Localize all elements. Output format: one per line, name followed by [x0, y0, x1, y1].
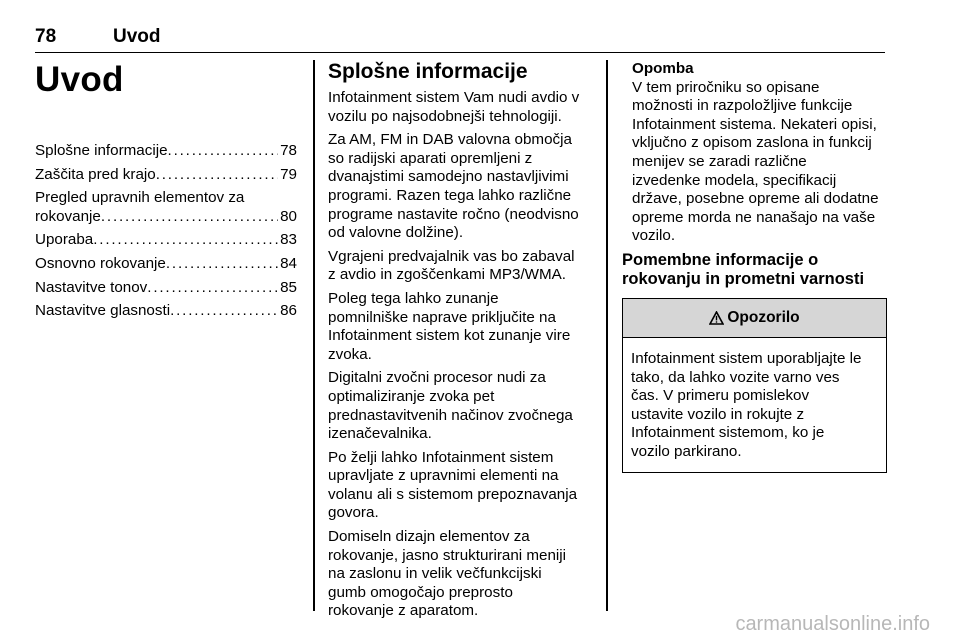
paragraph — [328, 89, 593, 126]
toc-page-number: 83 — [280, 231, 297, 249]
text-line: ustavite vozilo in rokujte z — [631, 405, 805, 423]
text-line: Za AM, FM in DAB valovna območja — [328, 131, 572, 149]
text-line: V tem priročniku so opisane — [632, 78, 820, 96]
running-section-title: Uvod — [113, 26, 161, 47]
text-line: upravljate z upravnimi elementi na — [328, 467, 559, 485]
text-line: govora. — [328, 504, 379, 522]
page-header — [35, 26, 885, 53]
paragraph — [328, 449, 593, 523]
watermark: carmanualsonline.info — [735, 613, 930, 635]
text-line: zvoka. — [328, 345, 372, 363]
text-line: Domiseln dizajn elementov za — [328, 528, 530, 546]
right-column — [622, 60, 887, 473]
paragraph — [328, 131, 593, 243]
text-line: vozilu po najsodobnejši tehnologiji. — [328, 107, 562, 125]
heading-line: rokovanju in prometni varnosti — [622, 269, 865, 288]
toc-leader-dots — [156, 166, 278, 185]
toc-leader-dots — [93, 231, 278, 250]
toc-entry-label: Nastavitve glasnosti — [35, 302, 171, 320]
paragraph — [328, 290, 593, 364]
paragraph — [328, 528, 593, 621]
toc-leader-dots — [101, 208, 278, 227]
note-title: Opomba — [632, 60, 694, 77]
toc-entry[interactable] — [35, 189, 297, 226]
text-line: na zaslonu in velik večfunkcijski — [328, 565, 542, 583]
paragraph — [328, 369, 593, 443]
text-line: programe nastavite ročno (neodvisno — [328, 205, 579, 223]
text-line: optimaliziranje zvoka pet — [328, 387, 495, 405]
text-line: države, posebne opreme ali dodatne — [632, 190, 879, 208]
text-line: gumb omogočajo preprosto — [328, 583, 513, 601]
text-line: Poleg tega lahko zunanje — [328, 289, 499, 307]
text-line: izvedenke modela, specifikacij — [632, 171, 837, 189]
text-line: so radijski aparati opremljeni z — [328, 149, 533, 167]
toc-page-number: 85 — [280, 278, 297, 296]
subsection-heading — [622, 251, 887, 289]
text-line: Po želji lahko Infotainment sistem — [328, 448, 554, 466]
toc-leader-dots — [166, 255, 278, 274]
note-body — [622, 97, 887, 246]
text-line: rokovanje z aparatom. — [328, 602, 479, 620]
text-line: prednastavitvenih načinov zvočnega — [328, 406, 573, 424]
text-line: tako, da lahko vozite varno ves — [631, 368, 840, 386]
toc-leader-dots — [170, 302, 278, 321]
text-line: dvanajstimi samodejno nastavljivimi — [328, 168, 569, 186]
text-line: možnosti in razpoložljive funkcije — [632, 97, 853, 115]
toc-entry-label: Splošne informacije — [35, 142, 168, 159]
text-line: Infotainment sistemom, ko je — [631, 424, 825, 442]
toc-entry[interactable] — [35, 279, 297, 298]
middle-column — [328, 60, 593, 626]
warning-box — [622, 298, 887, 473]
toc-entry-label: Pregled upravnih elementov za — [35, 189, 245, 207]
text-line: Infotainment sistem Vam nudi avdio v — [328, 89, 580, 106]
toc-page-number: 86 — [280, 302, 297, 320]
warning-header — [623, 299, 886, 338]
toc-page-number: 80 — [280, 207, 297, 225]
text-line: vključno z opisom zaslona in funkcij — [632, 134, 872, 152]
toc-entry[interactable] — [35, 255, 297, 274]
heading-line: Pomembne informacije o — [622, 250, 819, 269]
column-divider — [313, 60, 315, 611]
table-of-contents — [35, 142, 297, 321]
column-divider — [606, 60, 608, 611]
paragraph — [328, 248, 593, 285]
toc-entry-label: Nastavitve tonov — [35, 278, 148, 296]
toc-leader-dots — [168, 142, 279, 161]
text-line: vozilo parkirano. — [631, 442, 742, 460]
left-column — [35, 60, 297, 326]
text-line: Infotainment sistema. Nekateri opisi, — [632, 115, 877, 133]
warning-triangle-icon — [709, 311, 724, 325]
warning-body — [623, 338, 886, 472]
text-line: menijev se zaradi različne — [632, 152, 807, 170]
text-line: čas. V primeru pomislekov — [631, 387, 810, 405]
text-line: vozilo. — [632, 227, 676, 245]
toc-page-number: 84 — [280, 254, 297, 272]
text-line: od valovne dolžine). — [328, 224, 464, 242]
toc-entry[interactable] — [35, 166, 297, 185]
page-number: 78 — [35, 26, 57, 47]
note-block — [622, 60, 887, 246]
toc-entry[interactable] — [35, 142, 297, 161]
text-line: z avdio in zgoščenkami MP3/WMA. — [328, 266, 567, 284]
text-line: pomnilniške naprave priključite na — [328, 308, 556, 326]
text-line: rokovanje, jasno strukturirani meniji — [328, 546, 567, 564]
toc-page-number: 78 — [280, 142, 297, 159]
text-line: volanu ali s sistemom prepoznavanja — [328, 485, 578, 503]
text-line: izenačevalnika. — [328, 425, 432, 443]
section-heading: Splošne informacije — [328, 60, 528, 83]
toc-entry[interactable] — [35, 231, 297, 250]
text-line: Infotainment sistem uporabljajte le — [631, 349, 862, 367]
text-line: opreme morda ne nanašajo na vaše — [632, 208, 876, 226]
toc-entry-label: Osnovno rokovanje — [35, 254, 166, 272]
text-line: Infotainment sistem kot zunanje vire — [328, 327, 571, 345]
toc-page-number: 79 — [280, 165, 297, 183]
toc-entry-label: Zaščita pred krajo — [35, 165, 156, 183]
toc-entry-label-continued: rokovanje — [35, 207, 101, 225]
toc-leader-dots — [147, 279, 278, 298]
chapter-title: Uvod — [35, 60, 124, 99]
text-line: Digitalni zvočni procesor nudi za — [328, 369, 546, 387]
text-line: programi. Razen tega lahko različne — [328, 186, 572, 204]
warning-title: Opozorilo — [727, 308, 800, 326]
toc-entry[interactable] — [35, 302, 297, 321]
toc-entry-label: Uporaba — [35, 231, 94, 249]
text-line: Vgrajeni predvajalnik vas bo zabaval — [328, 247, 575, 265]
